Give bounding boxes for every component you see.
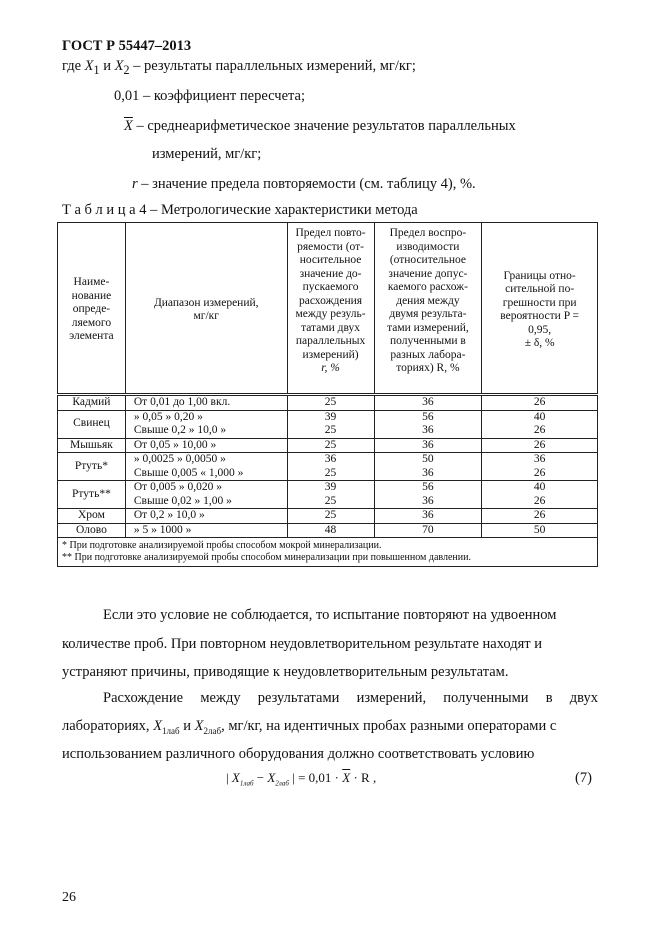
cell-r-line: 48 [324, 523, 337, 536]
cell-R [374, 523, 482, 538]
cell-d-line: 26 [533, 438, 546, 451]
h1-line: элемента [69, 330, 114, 343]
cell-r-line: 25 [324, 438, 337, 451]
h1-line: опреде- [72, 303, 111, 316]
h3-line: носительное [299, 254, 362, 266]
cell-d-line: 26 [533, 509, 546, 521]
cell-ranges-line: От 0,005 » 0,020 » [133, 481, 222, 493]
h4-line: полученными в [389, 335, 466, 347]
h3-line: ряемости (от- [297, 240, 364, 253]
table-row [58, 410, 598, 438]
cell-R-line: 36 [422, 494, 434, 507]
formula-number: (7) [575, 770, 592, 786]
paragraph2-line2: лабораториях, $X_{1лаб}$ и $X_{2лаб}$, мг/кг, на идентичных пробах разными операторами с [62, 718, 557, 736]
cell-R-line: 36 [422, 466, 434, 479]
h4-line: тами измерений, [387, 321, 469, 334]
cell-ranges-line: От 0,05 » 10,00 » [133, 438, 217, 451]
cell-d [482, 438, 598, 453]
table-caption: Т а б л и ц а 4 – Метрологические характеристики метода [62, 202, 418, 218]
paragraph2-line3: использованием различного оборудования должно соответствовать условию [62, 746, 535, 762]
cell-R-line: 50 [422, 453, 434, 465]
cell-R-line: 36 [422, 509, 434, 521]
header-element [58, 223, 126, 395]
cell-ranges [125, 523, 287, 538]
cell-ranges-line: Свыше 0,2 » 10,0 » [133, 424, 227, 436]
cell-d [482, 509, 598, 524]
header-range [125, 223, 287, 395]
cell-ranges-line: » 0,05 » 0,20 » [133, 410, 203, 423]
definition-xbar: $\overline{X}$ – среднеарифметическое значение результатов параллельных [124, 118, 516, 134]
h5-line: вероятности P = [500, 310, 580, 322]
h3-line: Предел повто- [295, 227, 366, 239]
h4-line: значение допус- [388, 267, 468, 280]
table-row [58, 395, 598, 411]
header-reproducibility: Предел воспро- изводимости (относительное значение допус- каемого расхож- дения между двумя результа- тами измерений, полученными в разных лабора- ториях) R, % [374, 223, 482, 395]
table-row [58, 523, 598, 538]
cell-ranges-line: » 0,0025 » 0,0050 » [133, 453, 226, 465]
cell-R-line: 36 [422, 396, 434, 408]
metrology-table [57, 222, 598, 567]
h4-line: Предел воспро- [389, 227, 467, 239]
cell-R-line: 56 [422, 410, 434, 423]
h4-line: двумя результа- [389, 308, 467, 320]
cell-r [287, 509, 374, 524]
cell-r-line: 25 [324, 509, 337, 521]
table-row [58, 453, 598, 481]
h1-line: нование [71, 289, 112, 302]
cell-r-line: 36 [324, 453, 337, 465]
cell-R [374, 453, 482, 481]
cell-ranges-line: » 5 » 1000 » [133, 523, 192, 536]
paragraph1-line3: устраняют причины, приводящие к неудовлетворительным результатам. [62, 664, 509, 680]
h1-line: Наиме- [73, 276, 110, 289]
h5-line: сительной по- [505, 283, 575, 295]
cell-d-line: 26 [533, 494, 546, 507]
cell-element: Хром [58, 509, 126, 524]
cell-ranges [125, 509, 287, 524]
cell-d [482, 395, 598, 411]
definition-x1-x2: где $X_1$ и $X_2$ – результаты параллельных измерений, мг/кг; [62, 58, 416, 77]
cell-r [287, 410, 374, 438]
cell-r-line: 25 [324, 466, 337, 479]
h4-line: разных лабора- [390, 348, 466, 361]
h2-line: Диапазон измерений, [153, 296, 259, 309]
h3-line: пускаемого [302, 281, 359, 293]
cell-R-line: 36 [422, 438, 434, 451]
cell-r [287, 438, 374, 453]
cell-r [287, 523, 374, 538]
h1-line: ляемого [71, 316, 112, 329]
cell-element: Мышьяк [58, 438, 126, 453]
cell-element: Ртуть** [58, 481, 126, 509]
cell-d-line: 26 [533, 424, 546, 436]
cell-ranges-line: От 0,2 » 10,0 » [133, 509, 205, 521]
cell-element: Свинец [58, 410, 126, 438]
cell-R-line: 70 [422, 523, 434, 536]
cell-d [482, 523, 598, 538]
h4-line: (относительное [389, 254, 466, 266]
cell-r-line: 25 [324, 424, 337, 436]
cell-ranges-line: Свыше 0,005 « 1,000 » [133, 466, 244, 479]
footnote-1: * При подготовке анализируемой пробы способом мокрой минерализации. [62, 540, 382, 551]
cell-ranges [125, 481, 287, 509]
definition-r: r – значение предела повторяемости (см. таблицу 4), %. [132, 176, 476, 192]
h3-line: измерений) [302, 348, 359, 361]
h4-line: дения между [396, 294, 460, 307]
cell-ranges-line: От 0,01 до 1,00 вкл. [133, 396, 231, 408]
cell-element: Ртуть* [58, 453, 126, 481]
header-repeatability: Предел повто- ряемости (от- носительное значение до- пускаемого расхождения между резуль- татами двух параллельных измерений) r, % [287, 223, 374, 395]
cell-r [287, 481, 374, 509]
page-number: 26 [62, 890, 76, 905]
paragraph2-line1: Расхождение между результатами измерений, полученными в двух [103, 690, 598, 706]
cell-d [482, 481, 598, 509]
definition-coefficient: 0,01 – коэффициент пересчета; [114, 88, 305, 104]
cell-d [482, 453, 598, 481]
h5-line: Границы отно- [503, 269, 576, 282]
cell-r-line: 39 [324, 410, 337, 423]
cell-ranges [125, 438, 287, 453]
cell-R [374, 509, 482, 524]
table-footnotes [58, 538, 598, 567]
cell-R [374, 481, 482, 509]
cell-d-line: 40 [533, 410, 546, 423]
h5-line: 0,95, [528, 323, 552, 336]
h5-line: грешности при [502, 296, 577, 309]
table-row [58, 509, 598, 524]
cell-r-line: 39 [324, 481, 337, 493]
h2-line: мг/кг [193, 310, 219, 322]
cell-R [374, 410, 482, 438]
cell-r-line: 25 [324, 396, 337, 408]
h5-line: ± δ, % [524, 337, 555, 349]
cell-R-line: 56 [422, 481, 434, 493]
h3-line: расхождения [299, 294, 363, 307]
table-row [58, 481, 598, 509]
cell-r [287, 453, 374, 481]
cell-ranges [125, 395, 287, 411]
cell-R [374, 438, 482, 453]
definition-xbar-cont: измерений, мг/кг; [152, 146, 262, 162]
cell-d [482, 410, 598, 438]
paragraph1-line1: Если это условие не соблюдается, то испытание повторяют на удвоенном [103, 607, 557, 623]
footnote-2: ** При подготовке анализируемой пробы способом минерализации при повышенном давлении. [62, 552, 471, 563]
cell-d-line: 26 [533, 396, 546, 408]
h4-line: каемого расхож- [387, 281, 468, 293]
cell-ranges [125, 410, 287, 438]
h3-line: татами двух [301, 321, 361, 334]
standard-header: ГОСТ Р 55447–2013 [62, 38, 192, 54]
paragraph1-line2: количестве проб. При повторном неудовлетворительном результате находят и [62, 636, 543, 652]
cell-R-line: 36 [422, 424, 434, 436]
cell-r [287, 395, 374, 411]
cell-ranges-line: Свыше 0,02 » 1,00 » [133, 494, 232, 507]
table-row [58, 438, 598, 453]
cell-ranges [125, 453, 287, 481]
cell-element: Кадмий [58, 395, 126, 411]
cell-d-line: 26 [533, 466, 546, 479]
header-accuracy [482, 223, 598, 395]
formula-7: | $X_{1лаб} - X_{2лаб}$ | = $0,01 \cdot \overline{X} \cdot R$ , [226, 770, 377, 788]
cell-d-line: 40 [533, 481, 546, 493]
cell-r-line: 25 [324, 494, 337, 507]
cell-d-line: 36 [533, 453, 546, 465]
cell-element: Олово [58, 523, 126, 538]
cell-d-line: 50 [533, 523, 546, 536]
cell-R [374, 395, 482, 411]
h3-line: параллельных [295, 335, 366, 347]
h3-line: между резуль- [295, 308, 366, 320]
h4-line: изводимости [396, 240, 460, 253]
h3-line: значение до- [299, 267, 362, 280]
